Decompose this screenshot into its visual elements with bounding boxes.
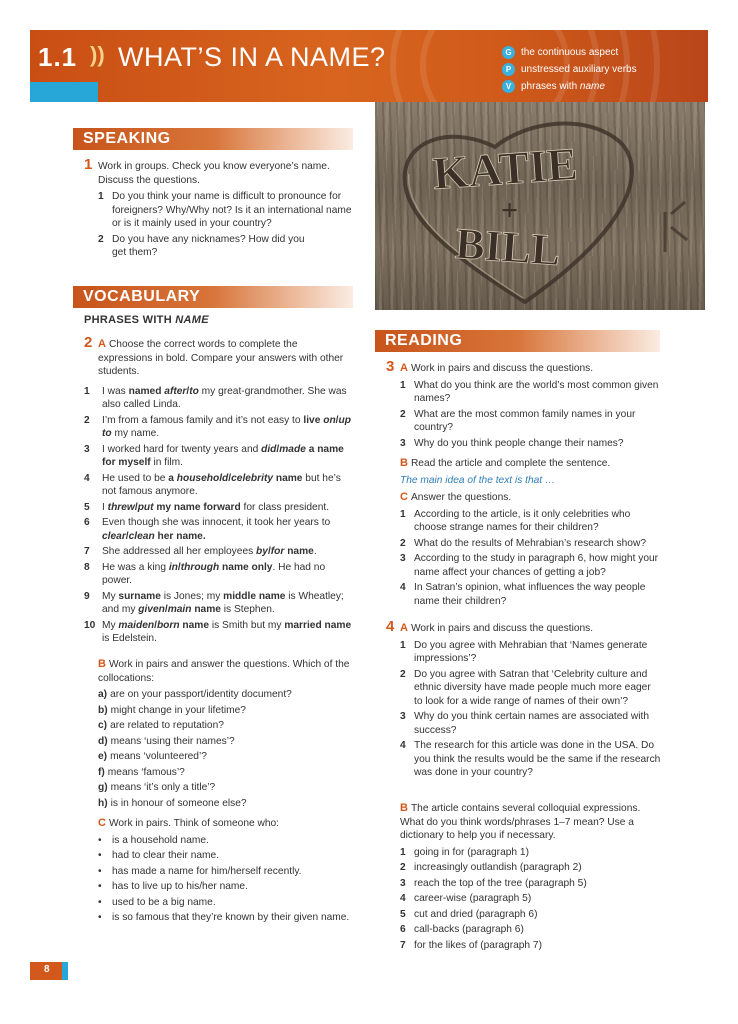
list-item [84, 545, 354, 559]
item-text-part: clean [128, 530, 155, 542]
list-item [400, 437, 661, 451]
item-text [102, 415, 351, 440]
focus-vocabulary [502, 78, 637, 95]
item-text-part: surname [118, 590, 161, 602]
list-item [400, 639, 661, 666]
item-number: 4 [400, 582, 406, 593]
item-text-part: is Edelstein. [102, 633, 157, 644]
item-letter: f) [98, 766, 105, 778]
vocabulary-badge: V [502, 80, 515, 93]
item-text-part: a name for myself [102, 443, 344, 468]
item-text-part: made [279, 443, 306, 455]
exercise-2b [98, 658, 354, 812]
item-text: Do you agree with Mehrabian that ‘Names generate impressions’? [414, 639, 648, 664]
list-item [400, 668, 661, 709]
sentence-prompt: The main idea of the text is that … [400, 474, 556, 486]
item-number: 9 [84, 590, 90, 602]
item-text: for the likes of (paragraph 7) [414, 939, 542, 951]
list-item [400, 861, 660, 875]
item-text-part: name [284, 546, 314, 557]
unit-title: WHAT’S IN A NAME? [118, 42, 386, 72]
item-number: 2 [400, 668, 406, 680]
bullet-item: • has made a name for him/herself recently. [98, 865, 354, 879]
item-text [102, 620, 351, 645]
focus-text: unstressed auxiliary verbs [521, 64, 637, 75]
page-number-accent [62, 962, 68, 980]
item-text-part: put [137, 501, 154, 513]
item-text-part: / [228, 472, 232, 484]
grammar-badge: G [502, 46, 515, 59]
item-text-part: My [102, 619, 119, 631]
list-item [400, 537, 660, 551]
item-text-part: a [168, 472, 177, 484]
exercise-number: 1 [84, 156, 93, 173]
item-text: What do you think are the world’s most common given names? [414, 379, 659, 404]
item-text-part: maiden [118, 619, 155, 631]
item-text [102, 591, 344, 616]
item-text [102, 386, 347, 411]
list-item [98, 688, 354, 702]
item-text: is in honour of someone else? [110, 797, 247, 809]
exercise-1 [84, 156, 359, 262]
exercise-rubric: Work in pairs and discuss the questions. [410, 363, 594, 374]
item-text: What do the results of Mehrabian’s research show? [414, 537, 646, 549]
item-text: Do you think your name is difficult to pronounce for foreigners? Why/Why not? Is it an international name or is it mainly used in your country? [112, 191, 352, 229]
item-text: call-backs (paragraph 6) [414, 924, 524, 935]
item-text: are on your passport/identity document? [110, 689, 292, 700]
list-item [84, 501, 354, 515]
item-number: 10 [84, 619, 96, 631]
exercise-3b [400, 457, 660, 487]
item-text: are related to reputation? [110, 720, 224, 731]
page-number: 8 [44, 964, 50, 975]
exercise-3c [400, 491, 660, 610]
exercise-rubric: Work in pairs and discuss the questions. [410, 623, 594, 634]
list-item [400, 892, 660, 906]
audio-icon[interactable]: )) [90, 42, 105, 67]
item-number: 3 [400, 877, 406, 889]
list-item [400, 379, 661, 406]
item-number: 1 [400, 846, 406, 858]
tree-carving-photo [375, 102, 705, 310]
item-number: 2 [84, 414, 90, 426]
item-text-part: given [138, 604, 165, 615]
item-text-part: my name [111, 428, 157, 439]
list-item [400, 508, 660, 535]
item-number: 8 [84, 561, 90, 573]
exercise-number: 3 [386, 358, 395, 375]
list-item [400, 923, 660, 937]
item-text-part: main [167, 604, 192, 615]
item-number: 1 [84, 385, 90, 397]
item-text-part: / [267, 546, 271, 557]
item-text-part: . He had no power. [102, 561, 326, 586]
header-accent-strip [30, 82, 98, 102]
focus-text-italic: name [579, 81, 605, 92]
item-text-part: I was [102, 385, 129, 397]
subheading-text: PHRASES WITH [84, 314, 176, 326]
item-number: 2 [400, 862, 406, 873]
carving-bottom: BILL [453, 218, 563, 276]
list-item [400, 552, 660, 579]
exercise-rubric: Answer the questions. [410, 492, 512, 503]
item-text-part: is Wheatley; and my [102, 590, 344, 615]
item-text-part: her name. [154, 530, 206, 542]
list-item [98, 735, 354, 749]
exercise-letter: B [400, 802, 408, 814]
item-number: 4 [400, 893, 406, 904]
vocabulary-subheading [84, 314, 209, 326]
item-text: means ‘it’s only a title’? [110, 782, 216, 793]
item-letter: b) [98, 704, 108, 716]
focus-text [521, 81, 605, 92]
item-number: 7 [400, 939, 406, 951]
unit-header [0, 30, 738, 102]
item-text: Do you have any nicknames? How did you get them? [112, 233, 305, 258]
exercise-rubric: The article contains several colloquial expressions. What do you think words/phrases 1–7 mean? Use a dictionary to help you if necessary. [400, 803, 641, 841]
exercise-letter: A [400, 362, 408, 374]
item-text: might change in your lifetime? [110, 704, 246, 716]
item-text: According to the article, is it only celebrities who choose strange names for their children? [414, 508, 631, 533]
item-text: career-wise (paragraph 5) [414, 893, 532, 904]
exercise-2c [98, 817, 354, 927]
item-number: 4 [84, 472, 90, 484]
item-text-part: for class president. [240, 501, 330, 513]
item-text: means ‘famous’? [107, 766, 185, 778]
list-item [84, 561, 354, 588]
item-text: According to the study in paragraph 6, how might your name affect your chances of getting a job? [414, 553, 659, 578]
focus-text: the continuous aspect [521, 47, 619, 58]
list-item [98, 750, 354, 764]
item-text-part: name [191, 604, 221, 615]
exercise-4b [400, 802, 660, 954]
item-text-part: / [125, 530, 129, 542]
item-text [102, 546, 317, 557]
list-item [98, 719, 354, 733]
item-text-part: clear [102, 530, 126, 542]
item-text-part: Even though she was innocent, it took her years to [102, 517, 331, 528]
list-item [400, 710, 661, 737]
subheading-italic: NAME [175, 314, 209, 326]
list-item [84, 414, 354, 441]
item-text: means ‘volunteered’? [110, 751, 207, 762]
item-text-part: live [303, 414, 324, 426]
bullet-item: • has to live up to his/her name. [98, 880, 354, 894]
item-number: 3 [400, 711, 406, 722]
item-number: 4 [400, 740, 406, 751]
list-item [400, 846, 660, 860]
list-item [84, 472, 354, 499]
item-text: cut and dried (paragraph 6) [414, 908, 538, 920]
item-text-part: I’m from a famous family and it’s not easy to [102, 414, 304, 426]
item-text [102, 517, 330, 542]
item-text: going in for (paragraph 1) [414, 846, 529, 858]
bullet-item: • is so famous that they’re known by their given name. [98, 911, 354, 925]
item-text-part: name [273, 472, 303, 484]
item-text-part: . [313, 546, 317, 557]
item-text-part: up to [102, 414, 351, 439]
item-text-part: household [176, 472, 229, 484]
item-number: 6 [84, 517, 90, 528]
item-text-part: / [276, 443, 280, 455]
item-letter: a) [98, 689, 108, 700]
list-item [400, 581, 660, 608]
item-text: Do you agree with Satran that ‘Celebrity culture and ethnic diversity have made people much more eager to look for a wide range of names of their own’? [414, 668, 651, 707]
exercise-number: 4 [386, 618, 395, 635]
carving-drawing [375, 102, 705, 310]
item-text-part: on [323, 414, 336, 426]
list-item [84, 619, 354, 646]
item-text-part: He was a king [102, 561, 169, 573]
list-item [400, 739, 661, 780]
list-item [98, 190, 359, 231]
item-text-part: through [180, 561, 220, 573]
section-heading-reading: READING [375, 330, 660, 352]
item-text: increasingly outlandish (paragraph 2) [414, 862, 582, 873]
item-number: 2 [98, 233, 104, 245]
exercise-letter: A [98, 338, 106, 350]
carving-top: KATIE [431, 137, 580, 199]
item-text [102, 444, 344, 469]
item-text-part: by [256, 546, 268, 557]
focus-grammar [502, 44, 637, 61]
item-number: 1 [400, 508, 406, 520]
lesson-focus [502, 44, 637, 95]
item-text-part: to [189, 385, 199, 397]
item-letter: e) [98, 751, 108, 762]
item-text-part: married name [284, 619, 352, 631]
item-text-part: is Stephen. [220, 604, 275, 615]
item-number: 1 [400, 639, 406, 651]
exercise-rubric: Read the article and complete the sentence. [410, 458, 611, 469]
list-item [84, 385, 354, 412]
item-text-part: named [128, 385, 165, 397]
carving-plus: + [501, 194, 519, 227]
item-text-part: / [154, 619, 157, 631]
item-text [102, 502, 329, 513]
list-item [400, 908, 660, 922]
item-text-part: threw [107, 501, 135, 513]
item-text-part: / [164, 604, 168, 615]
item-text-part: I worked hard for twenty years and [102, 443, 262, 455]
bullet-item: • used to be a big name. [98, 896, 354, 910]
bullet-item: • is a household name. [98, 834, 354, 848]
exercise-letter: C [400, 491, 408, 503]
exercise-letter: B [98, 658, 106, 670]
item-text-part: my great-grandmother. She was also called Linda. [102, 385, 347, 410]
exercise-letter: A [400, 622, 408, 634]
item-text [102, 562, 325, 587]
item-number: 1 [98, 191, 104, 202]
list-item [84, 590, 354, 617]
item-text-part: middle name [223, 590, 286, 602]
item-text-part: She addressed all her employees [102, 546, 257, 557]
item-letter: h) [98, 797, 108, 809]
exercise-letter: C [98, 817, 106, 829]
exercise-rubric: Choose the correct words to complete the expressions in bold. Compare your answers with other students. [98, 339, 344, 377]
item-number: 5 [84, 501, 90, 513]
item-letter: c) [98, 720, 108, 731]
exercise-number: 2 [84, 334, 93, 351]
item-text-part: name [179, 619, 210, 631]
list-item [400, 408, 661, 435]
item-text-part: name only [219, 561, 273, 573]
item-letter: g) [98, 782, 108, 793]
item-number: 6 [400, 924, 406, 935]
item-text-part: my name forward [153, 501, 241, 513]
item-number: 3 [84, 443, 90, 455]
section-heading-speaking: SPEAKING [73, 128, 353, 150]
list-item [98, 233, 359, 260]
item-number: 2 [400, 537, 406, 549]
exercise-rubric: Work in pairs. Think of someone who: [108, 818, 280, 829]
item-text: In Satran’s opinion, what influences the way people name their children? [414, 582, 646, 607]
item-text-part: / [134, 501, 138, 513]
list-item [98, 797, 354, 811]
item-text: Why do you think people change their names? [414, 437, 624, 449]
item-text-part: is Jones; my [160, 590, 224, 602]
item-text-part: celebrity [231, 472, 274, 484]
item-text-part: is Smith but my [209, 619, 285, 631]
exercise-rubric: Work in groups. Check you know everyone’s name. Discuss the questions. [98, 161, 330, 186]
item-text-part: for [270, 546, 285, 557]
item-text-part: / [177, 561, 181, 573]
focus-pronunciation [502, 61, 637, 78]
item-text-part: but he’s not famous anymore. [102, 472, 341, 497]
focus-text-plain: phrases with [521, 81, 580, 92]
list-item [98, 781, 354, 795]
item-text-part: / [186, 385, 190, 397]
exercise-rubric: Work in pairs and answer the questions. Which of the collocations: [98, 659, 350, 684]
item-number: 3 [400, 437, 406, 449]
list-item [400, 939, 660, 953]
section-heading-vocabulary: VOCABULARY [73, 286, 353, 308]
list-item [400, 877, 660, 891]
item-text-part: in [168, 561, 178, 573]
item-text: reach the top of the tree (paragraph 5) [414, 877, 587, 889]
item-text-part: / [335, 414, 339, 426]
item-number: 3 [400, 553, 406, 564]
pronunciation-badge: P [502, 63, 515, 76]
item-number: 7 [84, 546, 90, 557]
list-item [98, 704, 354, 718]
unit-number: 1.1 [38, 42, 78, 72]
item-number: 1 [400, 379, 406, 391]
exercise-4a [386, 618, 661, 782]
item-text: means ‘using their names’? [110, 735, 235, 747]
list-item [84, 516, 354, 543]
item-text-part: My [102, 590, 119, 602]
item-text-part: after [164, 385, 187, 397]
item-text-part: He used to be [102, 472, 169, 484]
item-text: What are the most common family names in your country? [414, 408, 636, 433]
item-text-part: did [261, 443, 277, 455]
item-text [102, 473, 341, 498]
item-letter: d) [98, 735, 108, 747]
item-text-part: born [156, 619, 180, 631]
exercise-letter: B [400, 457, 408, 469]
item-text: The research for this article was done in the USA. Do you think the results would be the same if the research was done in your country? [414, 740, 661, 778]
bullet-item: • had to clear their name. [98, 849, 354, 863]
exercise-2a [84, 334, 354, 648]
item-number: 2 [400, 408, 406, 420]
item-number: 5 [400, 908, 406, 920]
list-item [98, 766, 354, 780]
item-text-part: . [156, 428, 160, 439]
list-item [84, 443, 354, 470]
item-text-part: I [102, 501, 108, 513]
item-text-part: in film. [150, 457, 183, 468]
exercise-3a [386, 358, 661, 452]
item-text: Why do you think certain names are associated with success? [414, 711, 649, 736]
